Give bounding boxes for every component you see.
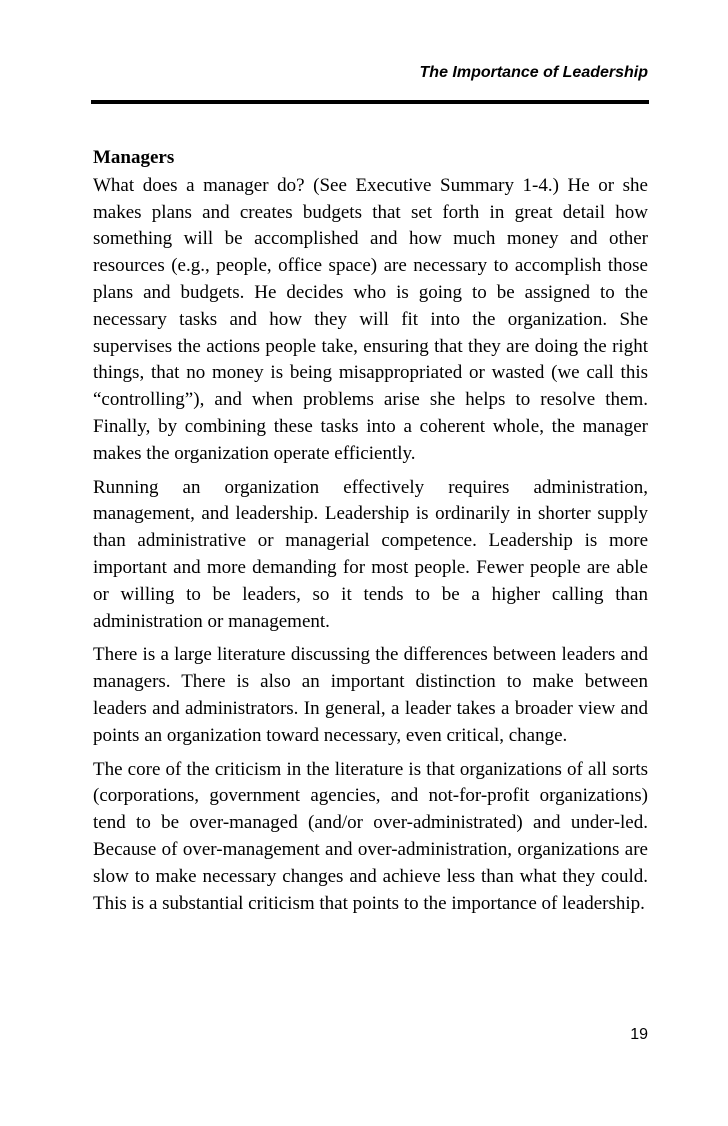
paragraph-2: Running an organization effectively requires administration, management, and leadership. Leadership is ordinarily in shorter supply than administrative or managerial competence. Leadership is more important and more demanding for most people. Fewer people are able or willing to be leaders, so it tends to be a higher calling than administration or management. — [93, 476, 648, 632]
running-header-title: The Importance of Leadership — [419, 64, 648, 81]
section-heading: Managers — [93, 147, 175, 168]
paragraph-4: The core of the criticism in the literature is that organizations of all sorts (corporations, government agencies, and not-for-profit organizations) tend to be over-managed (and/or over-administrated) and under-led. Because of over-management and over-administration, organizations are slow to make necessary changes and achieve less than what they could. This is a substantial criticism that points to the importance of leadership. — [93, 758, 648, 914]
page-body — [93, 145, 648, 924]
header-rule — [91, 100, 649, 104]
paragraph-1: What does a manager do? (See Executive Summary 1-4.) He or she makes plans and creates budgets that set forth in great detail how something will be accomplished and how much money and other resources (e.g., people, office space) are necessary to accomplish those plans and budgets. He decides who is going to be assigned to the necessary tasks and how they will fit into the organization. She supervises the actions people take, ensuring that they are doing the right things, that no money is being misappropriated or wasted (we call this “controlling”), and when problems arise she helps to resolve them. Finally, by combining these tasks into a coherent whole, the manager makes the organization operate efficiently. — [93, 174, 648, 464]
page-number: 19 — [630, 1026, 648, 1043]
paragraph-3: There is a large literature discussing the differences between leaders and managers. There is also an important distinction to make between leaders and administrators. In general, a leader takes a broader view and points an organization toward necessary, even critical, change. — [93, 644, 648, 746]
